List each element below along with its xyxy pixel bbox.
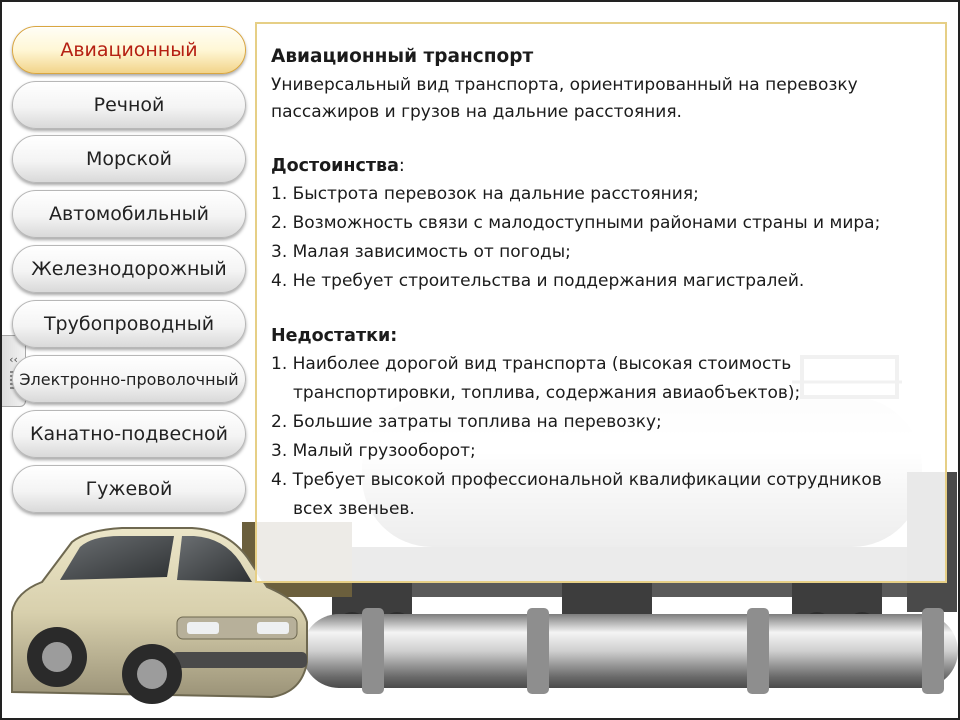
menu-item-label: Речной (93, 94, 165, 116)
menu-item-label: Электронно-проволочный (19, 369, 239, 389)
list-item-text: 3. Малый грузооборот; (271, 441, 476, 461)
list-item-text: 2. Большие затраты топлива на перевозку; (271, 412, 662, 432)
chevron-left-icon: ‹‹ (9, 352, 18, 366)
info-panel (255, 22, 947, 583)
advantages-heading: Достоинства: (271, 156, 405, 176)
menu-item-label: Железнодорожный (31, 258, 227, 280)
list-item: 4. Не требует строительства и поддержания магистралей. (271, 271, 805, 291)
menu-item-sea[interactable] (12, 135, 246, 183)
disadvantages-heading: Недостатки: (271, 326, 398, 346)
list-item (271, 350, 931, 408)
menu-item-road[interactable] (12, 190, 246, 238)
menu-item-railway[interactable] (12, 245, 246, 293)
menu-item-label: Авиационный (60, 39, 198, 61)
panel-description: Универсальный вид транспорта, ориентированный на перевозку пассажиров и грузов на дальние расстояния. (271, 75, 858, 122)
menu-item-label: Трубопроводный (43, 313, 215, 335)
menu-item-label: Автомобильный (48, 203, 210, 225)
panel-title: Авиационный транспорт (271, 46, 534, 67)
list-item-text: 4. Требует высокой профессиональной квалификации сотрудников (271, 470, 882, 490)
menu-item-horse-drawn[interactable] (12, 465, 246, 513)
list-item: 3. Малая зависимость от погоды; (271, 242, 571, 262)
list-item: 1. Быстрота перевозок на дальние расстояния; (271, 184, 699, 204)
list-item-continuation: всех звеньев. (293, 499, 415, 519)
menu-item-electronic-wire[interactable] (12, 355, 246, 403)
list-item (271, 408, 931, 437)
list-item: 2. Возможность связи с малодоступными районами страны и мира; (271, 213, 881, 233)
menu-item-aviation[interactable] (12, 26, 246, 74)
menu-item-cable[interactable] (12, 410, 246, 458)
menu-item-river[interactable] (12, 81, 246, 129)
menu-item-pipeline[interactable] (12, 300, 246, 348)
menu-item-label: Морской (86, 148, 172, 170)
disadvantages-list (271, 350, 931, 524)
menu-item-label: Гужевой (85, 478, 173, 500)
list-item-continuation: транспортировки, топлива, содержания авиаобъектов); (293, 383, 801, 403)
pipeline (302, 608, 958, 694)
list-item-text: 1. Наиболее дорогой вид транспорта (высокая стоимость (271, 354, 792, 374)
list-item (271, 437, 931, 466)
advantages-list (271, 180, 931, 296)
menu-item-label: Канатно-подвесной (29, 423, 229, 445)
list-item (271, 466, 931, 524)
